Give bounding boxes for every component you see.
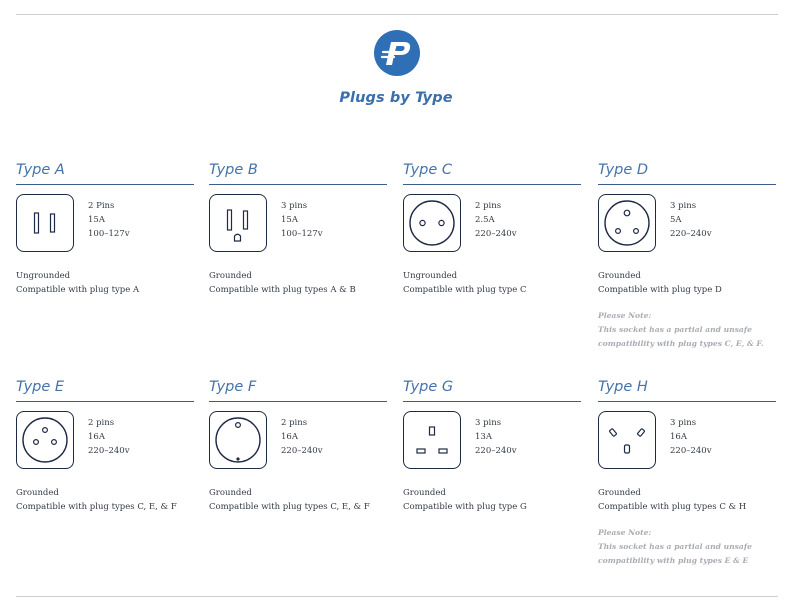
type-underline xyxy=(598,401,776,402)
voltage: 220–240v xyxy=(88,446,130,456)
grounding-status: Grounded xyxy=(598,488,641,498)
voltage: 220–240v xyxy=(670,229,712,239)
amperage: 15A xyxy=(281,215,298,225)
brand-logo xyxy=(374,30,420,76)
compatibility: Compatible with plug types C, E, & F xyxy=(16,502,177,512)
grounding-info xyxy=(16,486,177,514)
pins-count: 2 Pins xyxy=(88,201,115,211)
grounding-info xyxy=(209,486,370,514)
socket-type-b-icon xyxy=(209,194,267,252)
pins-count: 2 pins xyxy=(475,201,502,211)
amperage: 13A xyxy=(475,432,492,442)
compatibility: Compatible with plug type C xyxy=(403,285,527,295)
compatibility: Compatible with plug type A xyxy=(16,285,140,295)
type-title: Type H xyxy=(598,379,648,395)
specs xyxy=(281,199,323,241)
amperage: 16A xyxy=(88,432,105,442)
safety-note xyxy=(598,309,764,351)
voltage: 220–240v xyxy=(475,446,517,456)
amperage: 2.5A xyxy=(475,215,495,225)
socket-type-c-icon xyxy=(403,194,461,252)
type-title: Type D xyxy=(598,162,649,178)
grounding-info xyxy=(598,269,722,297)
socket-type-d-icon xyxy=(598,194,656,252)
type-underline xyxy=(16,184,194,185)
specs xyxy=(670,416,712,458)
type-title: Type E xyxy=(16,379,65,395)
voltage: 100–127v xyxy=(88,229,130,239)
pins-count: 3 pins xyxy=(670,201,697,211)
type-underline xyxy=(403,184,581,185)
specs xyxy=(475,416,517,458)
voltage: 100–127v xyxy=(281,229,323,239)
voltage: 220–240v xyxy=(475,229,517,239)
pins-count: 3 pins xyxy=(670,418,697,428)
note-line: compatibility with plug types E & E xyxy=(598,556,749,565)
amperage: 16A xyxy=(281,432,298,442)
bottom-divider xyxy=(16,596,778,597)
specs xyxy=(670,199,712,241)
voltage: 220–240v xyxy=(670,446,712,456)
note-title: Please Note: xyxy=(598,311,652,320)
compatibility: Compatible with plug types C, E, & F xyxy=(209,502,370,512)
grounding-status: Grounded xyxy=(209,271,252,281)
type-title: Type A xyxy=(16,162,65,178)
grounding-info xyxy=(403,269,526,297)
grounding-status: Ungrounded xyxy=(403,271,458,281)
specs xyxy=(88,416,130,458)
compatibility: Compatible with plug types C & H xyxy=(598,502,747,512)
type-title: Type B xyxy=(209,162,258,178)
type-title: Type F xyxy=(209,379,257,395)
grounding-status: Grounded xyxy=(598,271,641,281)
type-underline xyxy=(209,184,387,185)
voltage: 220–240v xyxy=(281,446,323,456)
grounding-info xyxy=(16,269,139,297)
amperage: 5A xyxy=(670,215,682,225)
note-line: This socket has a partial and unsafe xyxy=(598,325,752,334)
socket-type-h-icon xyxy=(598,411,656,469)
socket-type-a-icon xyxy=(16,194,74,252)
pins-count: 2 pins xyxy=(88,418,115,428)
grounding-info xyxy=(598,486,746,514)
note-line: compatibility with plug types C, E, & F. xyxy=(598,339,764,348)
pins-count: 3 pins xyxy=(475,418,502,428)
amperage: 16A xyxy=(670,432,687,442)
socket-type-f-icon xyxy=(209,411,267,469)
safety-note xyxy=(598,526,752,568)
logo-p-icon xyxy=(374,30,420,76)
grounding-status: Grounded xyxy=(16,488,59,498)
compatibility: Compatible with plug type G xyxy=(403,502,527,512)
amperage: 15A xyxy=(88,215,105,225)
compatibility: Compatible with plug types A & B xyxy=(209,285,356,295)
type-title: Type G xyxy=(403,379,454,395)
type-underline xyxy=(403,401,581,402)
type-underline xyxy=(16,401,194,402)
grounding-status: Ungrounded xyxy=(16,271,71,281)
socket-type-g-icon xyxy=(403,411,461,469)
pins-count: 3 pins xyxy=(281,201,308,211)
grounding-info xyxy=(403,486,527,514)
type-underline xyxy=(209,401,387,402)
pins-count: 2 pins xyxy=(281,418,308,428)
grounding-info xyxy=(209,269,356,297)
specs xyxy=(475,199,517,241)
note-title: Please Note: xyxy=(598,528,652,537)
compatibility: Compatible with plug type D xyxy=(598,285,722,295)
specs xyxy=(281,416,323,458)
socket-type-e-icon xyxy=(16,411,74,469)
type-title: Type C xyxy=(403,162,453,178)
specs xyxy=(88,199,130,241)
grounding-status: Grounded xyxy=(403,488,446,498)
page-title: Plugs by Type xyxy=(339,90,453,106)
grounding-status: Grounded xyxy=(209,488,252,498)
top-divider xyxy=(16,14,778,15)
type-underline xyxy=(598,184,776,185)
note-line: This socket has a partial and unsafe xyxy=(598,542,752,551)
